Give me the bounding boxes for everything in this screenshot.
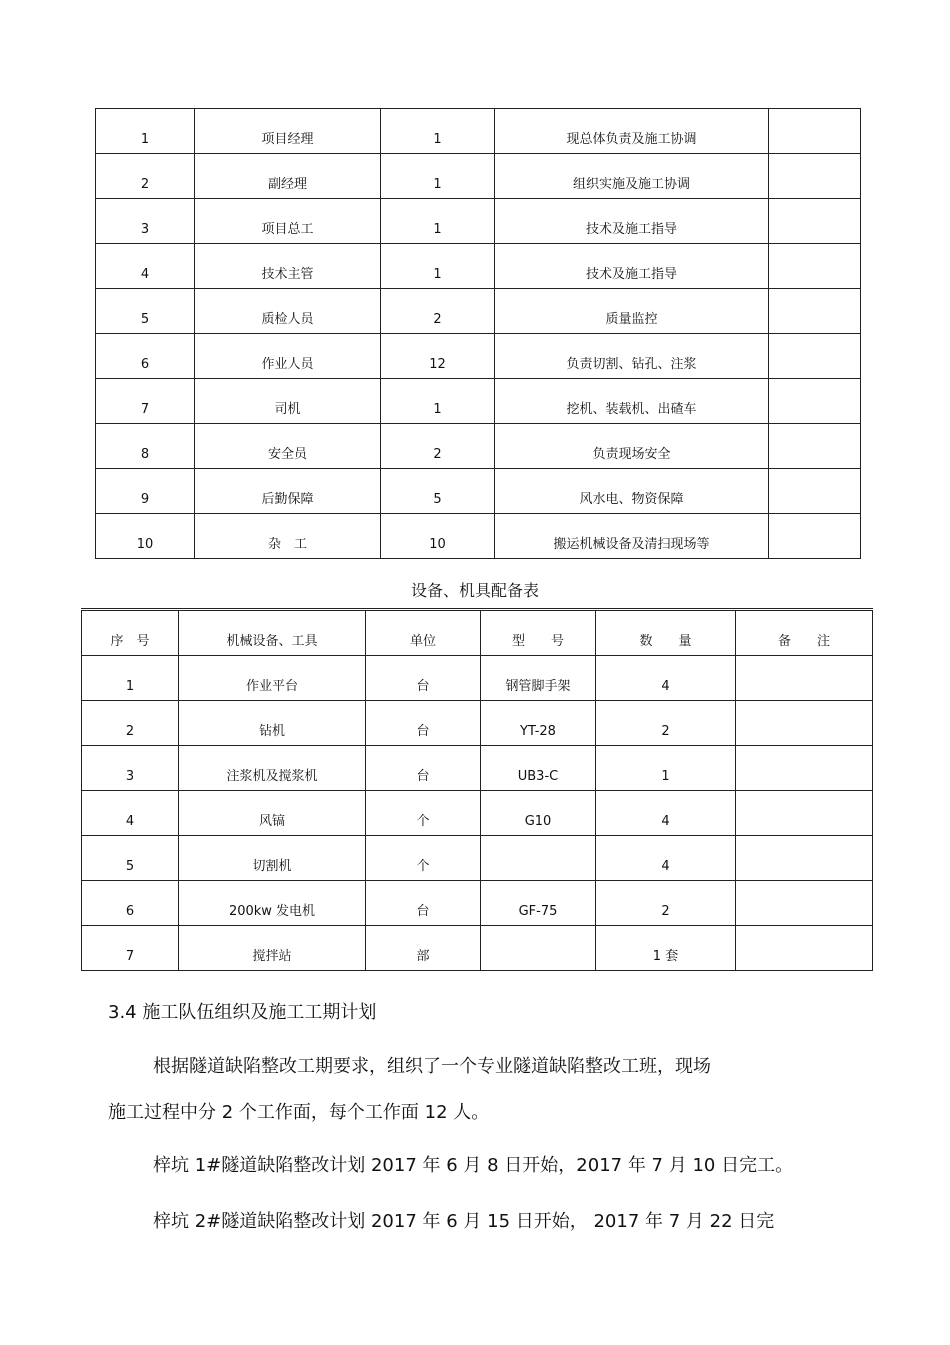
header-row: [82, 610, 873, 656]
table-cell: [769, 334, 861, 379]
equipment-table: [81, 608, 873, 971]
table-cell: [769, 244, 861, 289]
table-row: [96, 424, 861, 469]
table-cell: 12: [381, 334, 495, 379]
table-cell: 后勤保障: [195, 469, 381, 514]
table-cell: 现总体负责及施工协调: [495, 109, 769, 154]
table-row: [82, 791, 873, 836]
table-cell: 技术主管: [195, 244, 381, 289]
table-cell: 安全员: [195, 424, 381, 469]
section-title: 3.4 施工队伍组织及施工工期计划: [108, 1002, 377, 1023]
table-cell: [769, 199, 861, 244]
table-cell: 1: [96, 109, 195, 154]
table-row: [82, 701, 873, 746]
table-row: [96, 244, 861, 289]
table-cell: 2: [381, 424, 495, 469]
table-row: [96, 289, 861, 334]
table-cell: 1: [381, 154, 495, 199]
table-cell: [769, 514, 861, 559]
table-cell: 3: [96, 199, 195, 244]
table-cell: 8: [96, 424, 195, 469]
table-cell: 杂 工: [195, 514, 381, 559]
table-cell: 2: [96, 154, 195, 199]
table-cell: 负责现场安全: [495, 424, 769, 469]
table-cell: 挖机、装载机、出碴车: [495, 379, 769, 424]
table-cell: 台: [366, 881, 481, 926]
table-cell: 作业人员: [195, 334, 381, 379]
table-cell: [736, 656, 873, 701]
column-header: 机械设备、工具: [179, 610, 366, 656]
equipment-table-body: [82, 656, 873, 971]
table-cell: 9: [96, 469, 195, 514]
column-header: 数 量: [596, 610, 736, 656]
table-cell: [481, 926, 596, 971]
paragraph: 根据隧道缺陷整改工期要求，组织了一个专业隧道缺陷整改工班，现场: [153, 1056, 711, 1077]
table-cell: 台: [366, 746, 481, 791]
table-cell: 200kw 发电机: [179, 881, 366, 926]
table-cell: 部: [366, 926, 481, 971]
table-cell: 4: [596, 836, 736, 881]
table-cell: 质量监控: [495, 289, 769, 334]
table-cell: 1: [381, 109, 495, 154]
table-cell: 项目总工: [195, 199, 381, 244]
table-row: [96, 334, 861, 379]
table-cell: 2: [596, 701, 736, 746]
table-cell: 10: [96, 514, 195, 559]
table-row: [82, 836, 873, 881]
equipment-table-header: [82, 610, 873, 656]
table-cell: 风水电、物资保障: [495, 469, 769, 514]
table-cell: 1: [596, 746, 736, 791]
table-cell: 切割机: [179, 836, 366, 881]
table-row: [96, 379, 861, 424]
table-cell: 2: [381, 289, 495, 334]
table-cell: 4: [596, 791, 736, 836]
table-cell: [769, 154, 861, 199]
table-cell: 5: [82, 836, 179, 881]
table-cell: UB3-C: [481, 746, 596, 791]
table-cell: 5: [96, 289, 195, 334]
table-cell: 搅拌站: [179, 926, 366, 971]
table-cell: [736, 746, 873, 791]
table-cell: 钻机: [179, 701, 366, 746]
table-cell: 6: [82, 881, 179, 926]
table-cell: 4: [82, 791, 179, 836]
column-header: 备 注: [736, 610, 873, 656]
table-cell: 1: [82, 656, 179, 701]
column-header: 序 号: [82, 610, 179, 656]
table-cell: 台: [366, 701, 481, 746]
table-row: [96, 469, 861, 514]
table-cell: 项目经理: [195, 109, 381, 154]
table-cell: 1 套: [596, 926, 736, 971]
table-cell: 1: [381, 244, 495, 289]
table-cell: 2: [596, 881, 736, 926]
table-cell: 7: [82, 926, 179, 971]
column-header: 单位: [366, 610, 481, 656]
staff-table: [95, 108, 861, 559]
table-cell: 搬运机械设备及清扫现场等: [495, 514, 769, 559]
table-cell: 4: [96, 244, 195, 289]
table-row: [82, 881, 873, 926]
table-cell: 4: [596, 656, 736, 701]
table-row: [96, 199, 861, 244]
table-cell: 1: [381, 199, 495, 244]
table-cell: 6: [96, 334, 195, 379]
column-header: 型 号: [481, 610, 596, 656]
table-cell: [736, 926, 873, 971]
table-cell: [736, 701, 873, 746]
table-cell: 7: [96, 379, 195, 424]
table-cell: 10: [381, 514, 495, 559]
table-row: [96, 109, 861, 154]
table-cell: 台: [366, 656, 481, 701]
table-cell: 钢管脚手架: [481, 656, 596, 701]
table-cell: [769, 469, 861, 514]
table-cell: [769, 109, 861, 154]
table-cell: YT-28: [481, 701, 596, 746]
paragraph: 梓坑 1#隧道缺陷整改计划 2017 年 6 月 8 日开始，2017 年 7 月 10 日完工。: [153, 1155, 794, 1176]
table-cell: 司机: [195, 379, 381, 424]
table-cell: 技术及施工指导: [495, 244, 769, 289]
equipment-table-caption: 设备、机具配备表: [410, 581, 539, 600]
table-cell: 副经理: [195, 154, 381, 199]
table-cell: 技术及施工指导: [495, 199, 769, 244]
table-cell: 1: [381, 379, 495, 424]
table-cell: [481, 836, 596, 881]
paragraph: 施工过程中分 2 个工作面，每个工作面 12 人。: [108, 1102, 490, 1123]
staff-table-body: [96, 109, 861, 559]
table-cell: 质检人员: [195, 289, 381, 334]
table-cell: G10: [481, 791, 596, 836]
table-cell: [769, 424, 861, 469]
table-row: [82, 656, 873, 701]
table-cell: 个: [366, 791, 481, 836]
table-cell: [736, 881, 873, 926]
table-cell: 2: [82, 701, 179, 746]
table-cell: 组织实施及施工协调: [495, 154, 769, 199]
table-cell: 风镐: [179, 791, 366, 836]
table-cell: 5: [381, 469, 495, 514]
table-row: [82, 926, 873, 971]
table-cell: 3: [82, 746, 179, 791]
table-cell: [736, 791, 873, 836]
table-row: [96, 154, 861, 199]
table-cell: 个: [366, 836, 481, 881]
table-cell: [736, 836, 873, 881]
table-cell: [769, 289, 861, 334]
table-cell: 负责切割、钻孔、注浆: [495, 334, 769, 379]
table-cell: [769, 379, 861, 424]
table-row: [96, 514, 861, 559]
table-cell: 注浆机及搅浆机: [179, 746, 366, 791]
paragraph: 梓坑 2#隧道缺陷整改计划 2017 年 6 月 15 日开始， 2017 年 7 月 22 日完: [153, 1211, 775, 1232]
table-cell: GF-75: [481, 881, 596, 926]
table-cell: 作业平台: [179, 656, 366, 701]
table-row: [82, 746, 873, 791]
